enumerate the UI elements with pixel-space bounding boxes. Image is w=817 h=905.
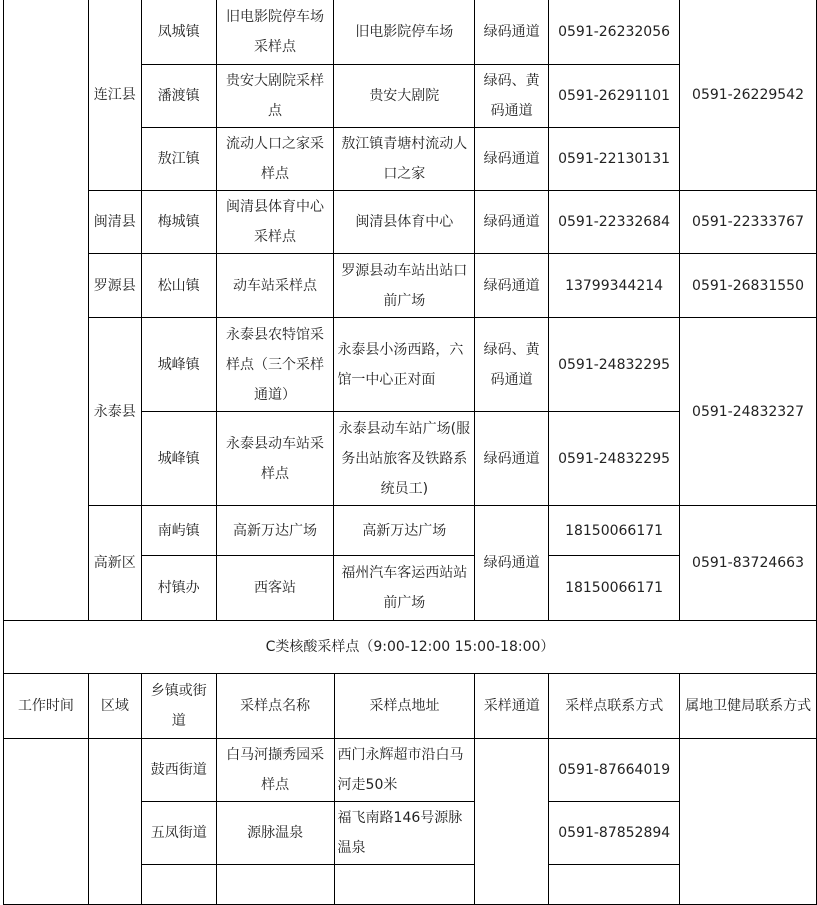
district-cell: 永泰县 (88, 318, 141, 506)
channel-cell: 绿码、黄码通道 (475, 318, 549, 412)
table-row (4, 318, 817, 412)
site-name-cell: 高新万达广场 (216, 506, 334, 556)
table-row (4, 739, 817, 802)
channel-cell: 绿码通道 (475, 506, 549, 621)
district-cell: 闽清县 (88, 191, 141, 254)
site-phone-cell (549, 865, 680, 905)
work-time-cell (4, 0, 89, 621)
district-phone-cell: 0591-26831550 (680, 254, 817, 318)
site-phone-cell: 0591-24832295 (549, 412, 680, 506)
site-address-cell: 罗源县动车站出站口前广场 (334, 254, 475, 318)
channel-cell: 绿码、黄码通道 (475, 65, 549, 128)
site-phone-cell: 0591-87852894 (549, 802, 680, 865)
site-name-cell: 动车站采样点 (216, 254, 334, 318)
district-phone-cell: 0591-24832327 (680, 318, 817, 506)
district-cell: 连江县 (88, 0, 141, 191)
town-cell: 凤城镇 (141, 0, 216, 65)
site-address-cell: 高新万达广场 (334, 506, 475, 556)
table-row (4, 506, 817, 556)
header-town: 乡镇或街道 (141, 674, 216, 739)
section-title: C类核酸采样点（9:00-12:00 15:00-18:00） (4, 621, 817, 674)
sampling-table-upper (3, 0, 817, 621)
town-cell: 城峰镇 (141, 318, 216, 412)
site-name-cell (216, 865, 334, 905)
site-name-cell: 旧电影院停车场采样点 (216, 0, 334, 65)
header-work-time: 工作时间 (4, 674, 89, 739)
site-name-cell: 永泰县农特馆采样点（三个采样通道） (216, 318, 334, 412)
site-phone-cell: 0591-87664019 (549, 739, 680, 802)
site-phone-cell: 0591-24832295 (549, 318, 680, 412)
district-phone-cell: 0591-26229542 (680, 0, 817, 191)
district-cell: 高新区 (88, 506, 141, 621)
town-cell: 敖江镇 (141, 128, 216, 191)
site-name-cell: 流动人口之家采样点 (216, 128, 334, 191)
header-row (4, 674, 817, 739)
town-cell: 松山镇 (141, 254, 216, 318)
channel-cell: 绿码通道 (475, 128, 549, 191)
channel-cell: 绿码通道 (475, 412, 549, 506)
town-cell: 梅城镇 (141, 191, 216, 254)
site-phone-cell: 0591-26232056 (549, 0, 680, 65)
site-name-cell: 永泰县动车站采样点 (216, 412, 334, 506)
sampling-table-c (3, 620, 817, 905)
site-address-cell: 福州汽车客运西站站前广场 (334, 556, 475, 621)
header-site-phone: 采样点联系方式 (549, 674, 680, 739)
header-health-bureau-phone: 属地卫健局联系方式 (680, 674, 817, 739)
section-title-row (4, 621, 817, 674)
town-cell: 潘渡镇 (141, 65, 216, 128)
district-phone-cell: 0591-22333767 (680, 191, 817, 254)
table-row (4, 0, 817, 65)
header-district: 区域 (88, 674, 141, 739)
table-row (4, 254, 817, 318)
district-phone-cell: 0591-83724663 (680, 506, 817, 621)
site-name-cell: 贵安大剧院采样点 (216, 65, 334, 128)
district-phone-cell (680, 739, 817, 905)
site-phone-cell: 0591-22332684 (549, 191, 680, 254)
work-time-cell (4, 739, 89, 905)
town-cell: 村镇办 (141, 556, 216, 621)
header-channel: 采样通道 (475, 674, 549, 739)
site-name-cell: 西客站 (216, 556, 334, 621)
site-address-cell: 永泰县动车站广场(服务出站旅客及铁路系统员工) (334, 412, 475, 506)
channel-cell: 绿码通道 (475, 254, 549, 318)
channel-cell: 绿码通道 (475, 0, 549, 65)
town-cell: 鼓西街道 (141, 739, 216, 802)
table-row (4, 191, 817, 254)
town-cell: 五凤街道 (141, 802, 216, 865)
town-cell: 城峰镇 (141, 412, 216, 506)
site-name-cell: 闽清县体育中心采样点 (216, 191, 334, 254)
site-address-cell: 西门永辉超市沿白马河走50米 (334, 739, 475, 802)
site-phone-cell: 18150066171 (549, 556, 680, 621)
site-name-cell: 白马河撷秀园采样点 (216, 739, 334, 802)
site-address-cell: 贵安大剧院 (334, 65, 475, 128)
site-address-cell: 永泰县小汤西路，六馆一中心正对面 (334, 318, 475, 412)
site-address-cell: 旧电影院停车场 (334, 0, 475, 65)
site-phone-cell: 0591-26291101 (549, 65, 680, 128)
district-cell: 罗源县 (88, 254, 141, 318)
site-address-cell: 闽清县体育中心 (334, 191, 475, 254)
site-address-cell: 福飞南路146号源脉温泉 (334, 802, 475, 865)
header-site-name: 采样点名称 (216, 674, 334, 739)
town-cell (141, 865, 216, 905)
site-phone-cell: 18150066171 (549, 506, 680, 556)
channel-cell: 绿码通道 (475, 191, 549, 254)
header-site-address: 采样点地址 (334, 674, 475, 739)
district-cell (88, 739, 141, 905)
site-phone-cell: 13799344214 (549, 254, 680, 318)
channel-cell (475, 739, 549, 905)
site-phone-cell: 0591-22130131 (549, 128, 680, 191)
town-cell: 南屿镇 (141, 506, 216, 556)
site-name-cell: 源脉温泉 (216, 802, 334, 865)
site-address-cell: 敖江镇青塘村流动人口之家 (334, 128, 475, 191)
site-address-cell (334, 865, 475, 905)
